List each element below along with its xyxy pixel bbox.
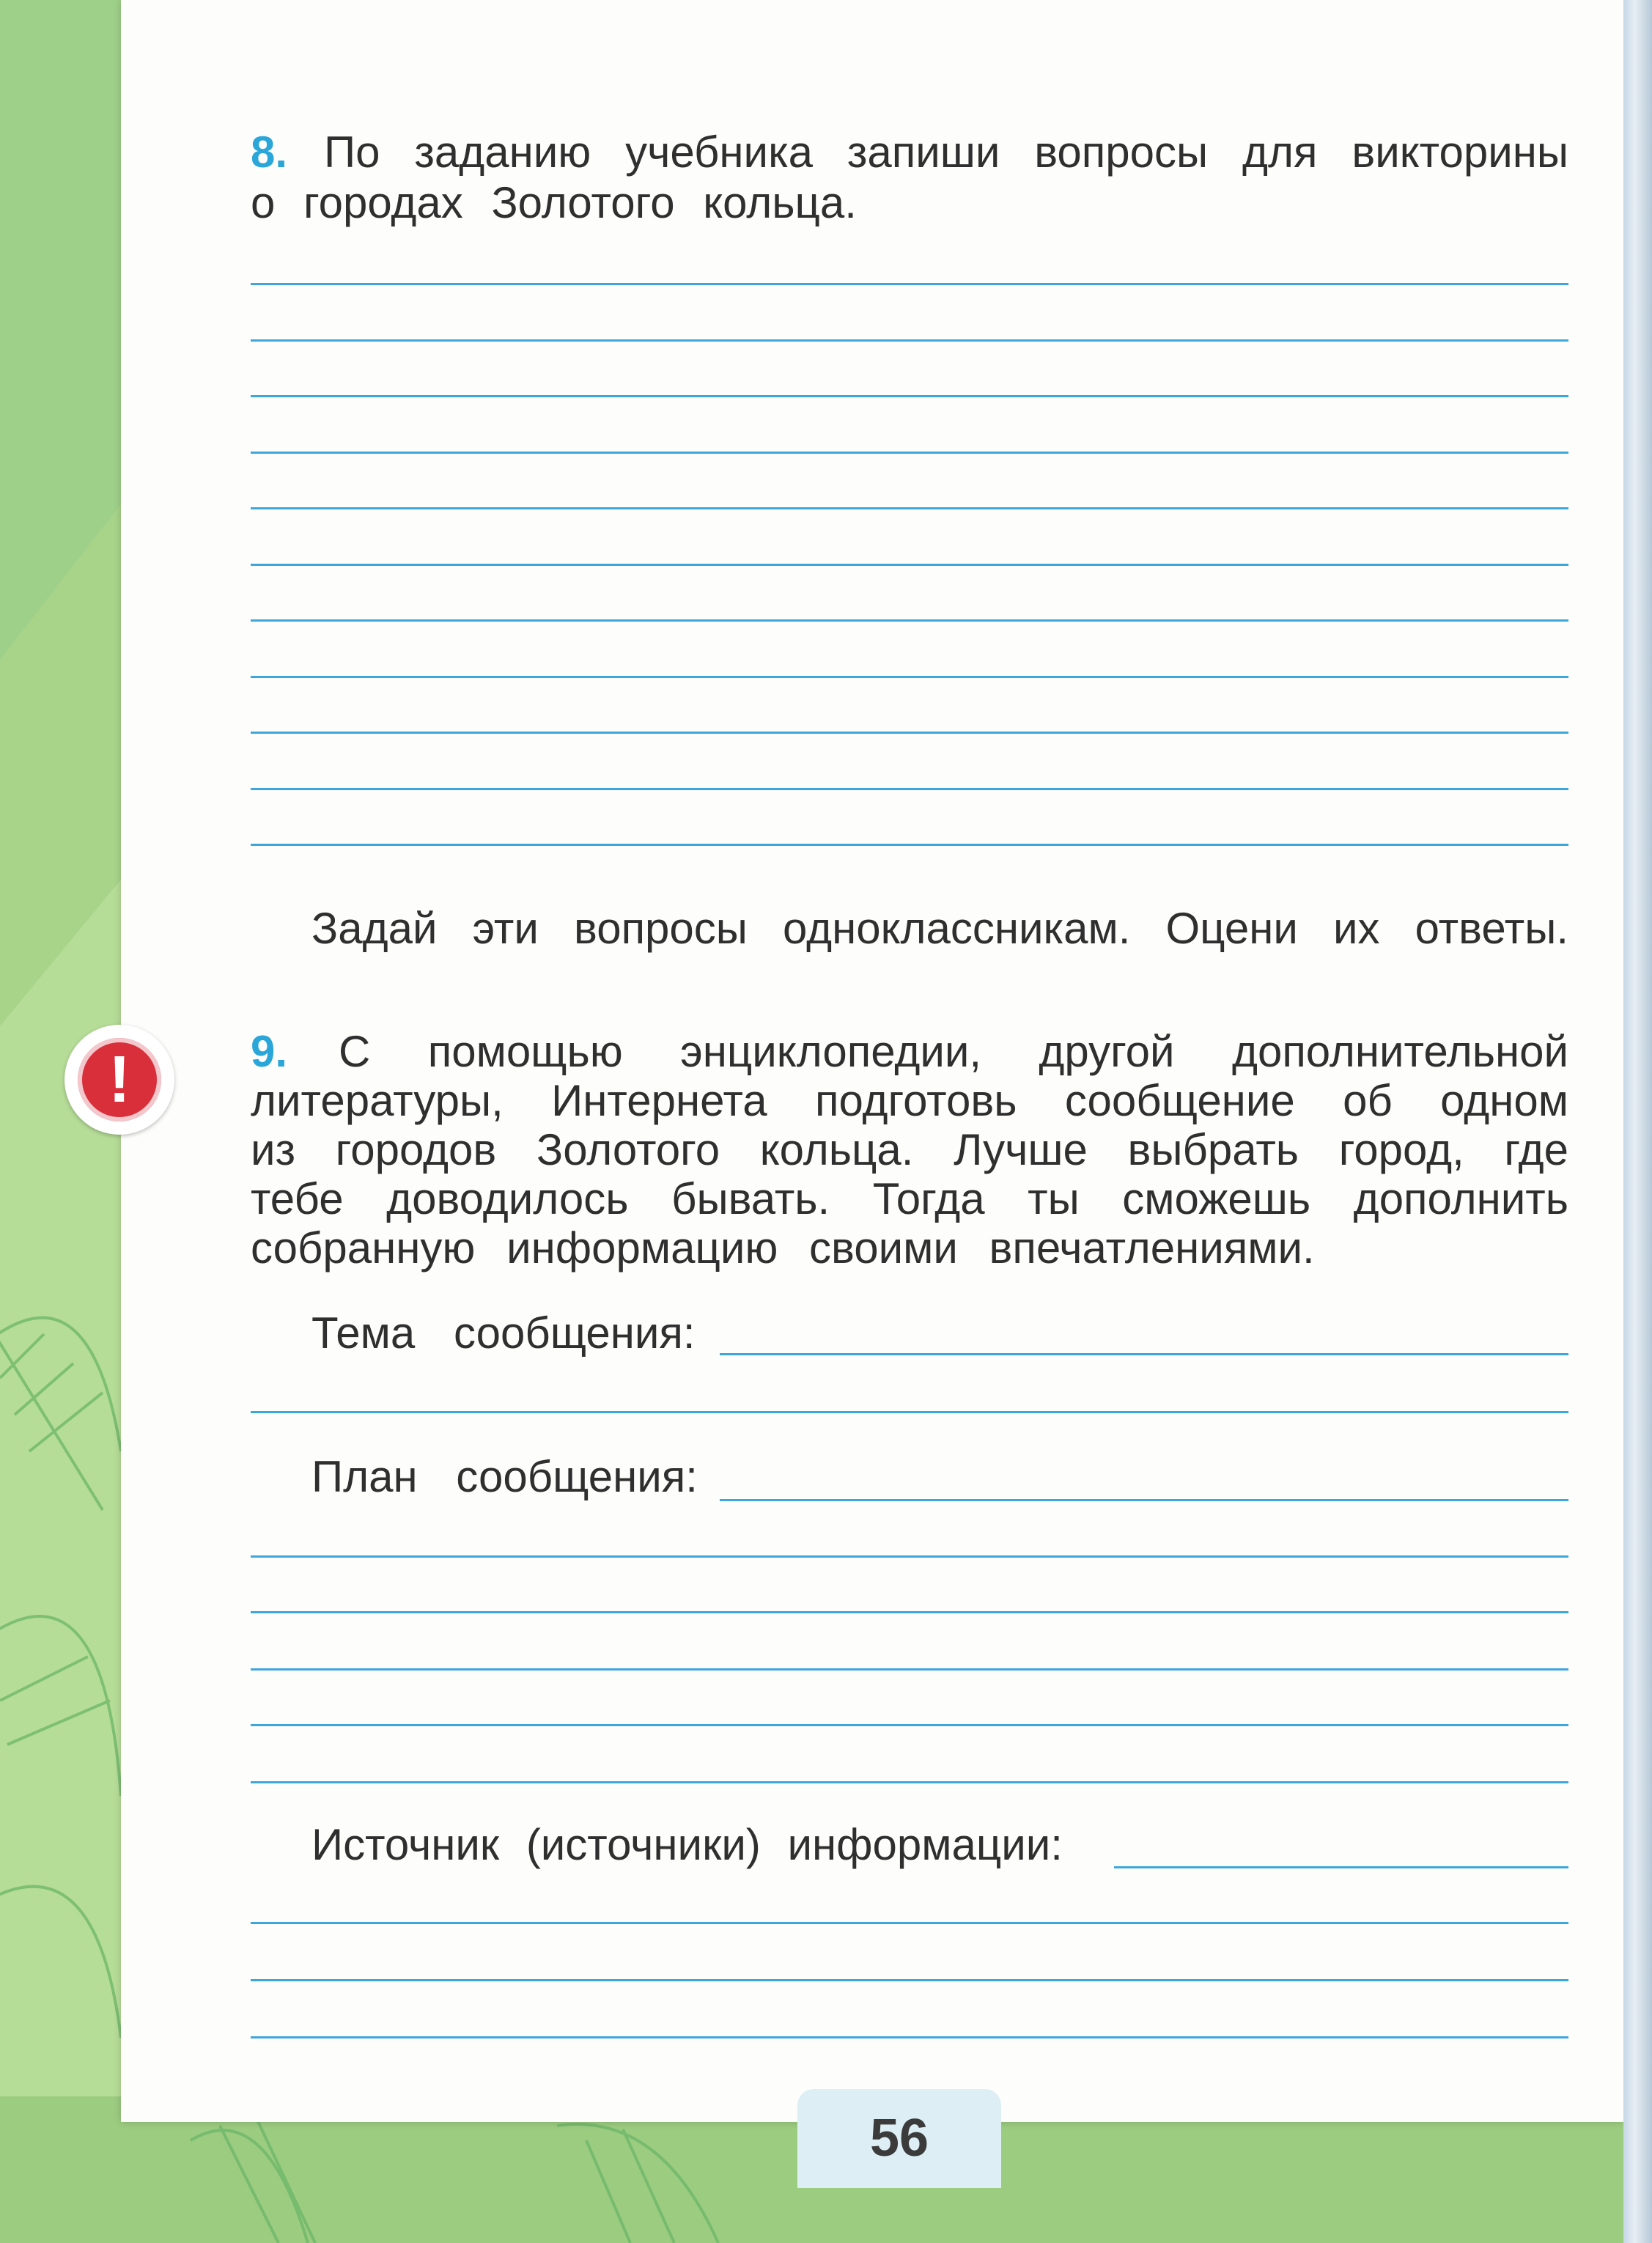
book-spine [1623, 0, 1652, 2243]
plan-answer-line[interactable] [251, 1724, 1568, 1726]
answer-line[interactable] [251, 732, 1568, 734]
page-number-tab [797, 2089, 1001, 2188]
exclamation-icon: ! [78, 1038, 161, 1122]
task-8-line-2: о городах Золотого кольца. [251, 178, 857, 227]
topic-answer-line[interactable] [720, 1353, 1568, 1355]
plan-answer-line[interactable] [251, 1781, 1568, 1783]
task-9-line-5: собранную информацию своими впечатлениями. [251, 1223, 1315, 1272]
topic-label: Тема сообщения: [311, 1308, 696, 1358]
warning-badge [64, 1025, 174, 1135]
task-8-line-1: По заданию учебника запиши вопросы для викторины [324, 128, 1568, 177]
answer-line[interactable] [251, 507, 1568, 509]
source-answer-line[interactable] [251, 1979, 1568, 1981]
answer-line[interactable] [251, 395, 1568, 397]
plan-answer-line[interactable] [720, 1499, 1568, 1501]
answer-line[interactable] [251, 676, 1568, 678]
source-answer-line[interactable] [251, 2036, 1568, 2038]
source-answer-line[interactable] [1114, 1866, 1568, 1868]
answer-line[interactable] [251, 788, 1568, 790]
answer-line[interactable] [251, 844, 1568, 846]
plan-answer-line[interactable] [251, 1668, 1568, 1671]
plan-answer-line[interactable] [251, 1611, 1568, 1613]
answer-line[interactable] [251, 564, 1568, 566]
page-number: 56 [869, 2109, 929, 2168]
plan-answer-line[interactable] [251, 1555, 1568, 1558]
source-answer-line[interactable] [251, 1922, 1568, 1924]
task-9-line-1: С помощью энциклопедии, другой дополнительной [339, 1027, 1568, 1076]
answer-line[interactable] [251, 283, 1568, 285]
answer-line[interactable] [251, 619, 1568, 622]
task-9-number: 9. [251, 1027, 288, 1076]
task-9-line-3: из городов Золотого кольца. Лучше выбрать город, где [251, 1125, 1568, 1174]
task-8-number: 8. [251, 128, 288, 177]
source-label: Источник (источники) информации: [311, 1820, 1063, 1869]
task-9-line-4: тебе доводилось бывать. Тогда ты сможешь дополнить [251, 1174, 1568, 1223]
answer-line[interactable] [251, 452, 1568, 454]
topic-answer-line[interactable] [251, 1411, 1568, 1413]
task-8-followup: Задай эти вопросы одноклассникам. Оцени их ответы. [311, 904, 1568, 953]
task-9-line-2: литературы, Интернета подготовь сообщение об одном [251, 1076, 1568, 1125]
answer-line[interactable] [251, 339, 1568, 342]
plan-label: План сообщения: [311, 1452, 698, 1501]
